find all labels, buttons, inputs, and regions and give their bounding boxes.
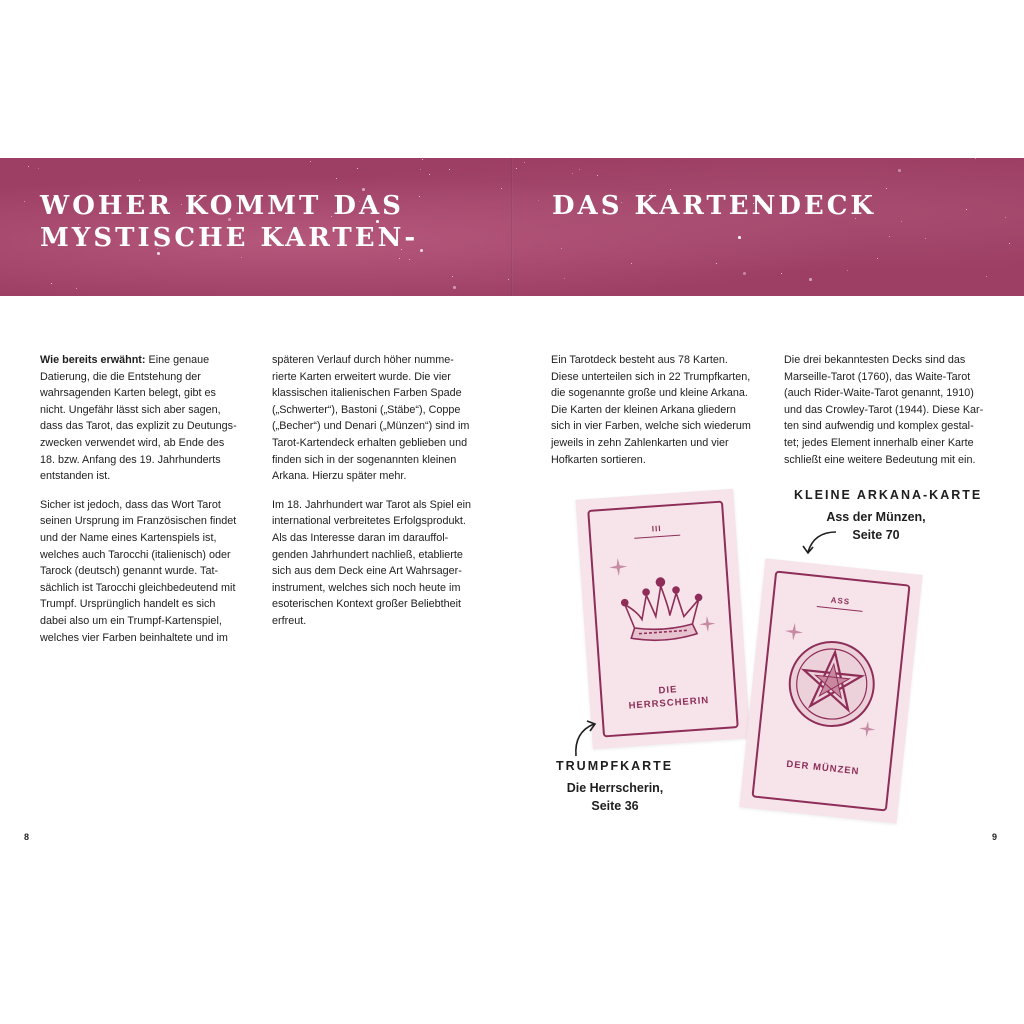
arrow-icon	[800, 526, 840, 558]
right-column-2	[784, 352, 984, 480]
star	[743, 272, 746, 275]
sparkle-icon	[698, 614, 717, 633]
callout-trump-subtitle: Die Herrscherin, Seite 36	[566, 781, 664, 813]
star	[310, 161, 311, 162]
star	[336, 178, 337, 179]
star	[508, 279, 509, 280]
tarot-card-empress	[575, 489, 750, 749]
left-column-2	[272, 352, 472, 642]
star	[886, 188, 887, 189]
arrow-icon	[570, 718, 600, 758]
star	[420, 249, 423, 252]
star	[449, 169, 450, 170]
star	[631, 263, 632, 264]
paragraph: Die drei bekanntesten Decks sind das Marseille-Tarot (1760), das Waite-Tarot (auch Rider-Waite-Tarot genannt, 1910) und das Crowley-Tarot (1944). Diese Karten sind aufwendig und komplex gestaltet; jedes Element innerhalb einer Karte schließt eine weitere Bedeutung mit ein.	[784, 354, 984, 466]
star	[986, 276, 987, 277]
card-numeral: III	[651, 523, 662, 534]
star	[901, 221, 902, 222]
star	[241, 257, 242, 258]
star	[781, 273, 782, 274]
right-column-1	[551, 352, 751, 480]
body-text: Eine genaue Datierung, die die Entstehung der wahrsagenden Karten belegt, gibt es nicht. Ungefähr lässt sich aber sagen, dass das Tarot, das explizit zu Deutungszwecken verwendet wird, ab Ende des 18. bzw. Anfang des 19. Jahrhunderts entstanden ist.	[40, 354, 237, 483]
star	[847, 270, 848, 271]
page-number-left: 8	[24, 832, 30, 842]
star	[28, 166, 29, 167]
star	[422, 159, 423, 160]
star	[597, 175, 598, 176]
callout-minor-subtitle: Ass der Münzen, Seite 70	[826, 510, 926, 542]
star	[409, 259, 410, 260]
star	[738, 236, 741, 239]
star	[966, 209, 967, 210]
card-numeral: ASS	[830, 595, 851, 607]
star	[1005, 217, 1006, 218]
star	[538, 200, 539, 201]
header-banner	[0, 158, 1024, 296]
callout-minor-title: KLEINE ARKANA-KARTE	[794, 488, 983, 502]
card-title: DIE HERRSCHERIN	[628, 684, 710, 712]
star	[561, 248, 562, 249]
tarot-card-ace-of-pentacles	[739, 558, 922, 823]
heading-right: DAS KARTENDECK	[552, 191, 877, 221]
star	[898, 169, 901, 172]
star	[716, 263, 717, 264]
star	[579, 169, 580, 170]
heading-left: WOHER KOMMT DAS MYSTISCHE KARTEN-	[40, 191, 419, 253]
star	[420, 169, 421, 170]
star	[524, 162, 525, 163]
star	[399, 258, 400, 259]
star	[76, 288, 77, 289]
star	[429, 174, 430, 175]
callout-trump-title: TRUMPFKARTE	[556, 759, 674, 773]
lead-text: Wie bereits erwähnt:	[40, 354, 146, 366]
sparkle-icon	[783, 621, 805, 643]
star	[501, 188, 502, 189]
star	[38, 168, 39, 169]
star	[889, 236, 890, 237]
star	[453, 286, 456, 289]
star	[975, 158, 976, 159]
star	[809, 278, 812, 281]
star	[572, 173, 573, 174]
paragraph: Im 18. Jahrhundert war Tarot als Spiel ein international verbreitetes Erfolgsprodukt. Als das Interesse daran im darauffolgenden Jahrhundert nachließ, etablierte sich aus dem Deck eine Art Wahrsagerinstrument, welches sich noch heute im esoterischen Kontext großer Beliebtheit erfreut.	[272, 498, 472, 627]
paragraph	[40, 352, 240, 485]
page-fold	[511, 158, 513, 296]
star	[564, 278, 565, 279]
star	[139, 180, 140, 181]
page-number-right: 9	[992, 832, 998, 842]
star	[516, 168, 517, 169]
paragraph: späteren Verlauf durch höher nummerierte Karten erweitert wurde. Die vier klassischen italienischen Farben Spade („Schwerter“), Bastoni („Stäbe“), Coppe („Becher“) und Denari („Münzen“) sind im Tarot-Kartendeck erhalten geblieben und finden sich in der sogenannten kleinen Arkana. Hierzu später mehr.	[272, 354, 470, 483]
star	[452, 276, 453, 277]
card-title: DER MÜNZEN	[785, 758, 860, 778]
sparkle-icon	[608, 556, 629, 577]
star	[925, 238, 926, 239]
star	[877, 258, 878, 259]
star	[357, 168, 358, 169]
left-column-1	[40, 352, 240, 658]
paragraph: Sicher ist jedoch, dass das Wort Tarot seinen Ursprung im Französischen findet und der Name eines Kartenspiels ist, welches auch Tarocchi (italienisch) oder Tarock (deutsch) genannt wurde. Tatsächlich ist Tarocchi gleichbedeutend mit Trumpf. Ursprünglich handelt es sich dabei also um ein Trumpf-Kartenspiel, welches vier Farben beinhaltete und im	[40, 498, 237, 644]
star	[419, 196, 420, 197]
paragraph: Ein Tarotdeck besteht aus 78 Karten. Diese unterteilen sich in 22 Trumpfkarten, die sogenannte große und kleine Arkana. Die Karten der kleinen Arkana gliedern sich in vier Farben, welche sich wiederum jeweils in zehn Zahlenkarten und vier Hofkarten sortieren.	[551, 354, 751, 466]
star	[51, 283, 52, 284]
star	[1009, 243, 1010, 244]
sparkle-icon	[857, 719, 877, 739]
star	[24, 201, 25, 202]
